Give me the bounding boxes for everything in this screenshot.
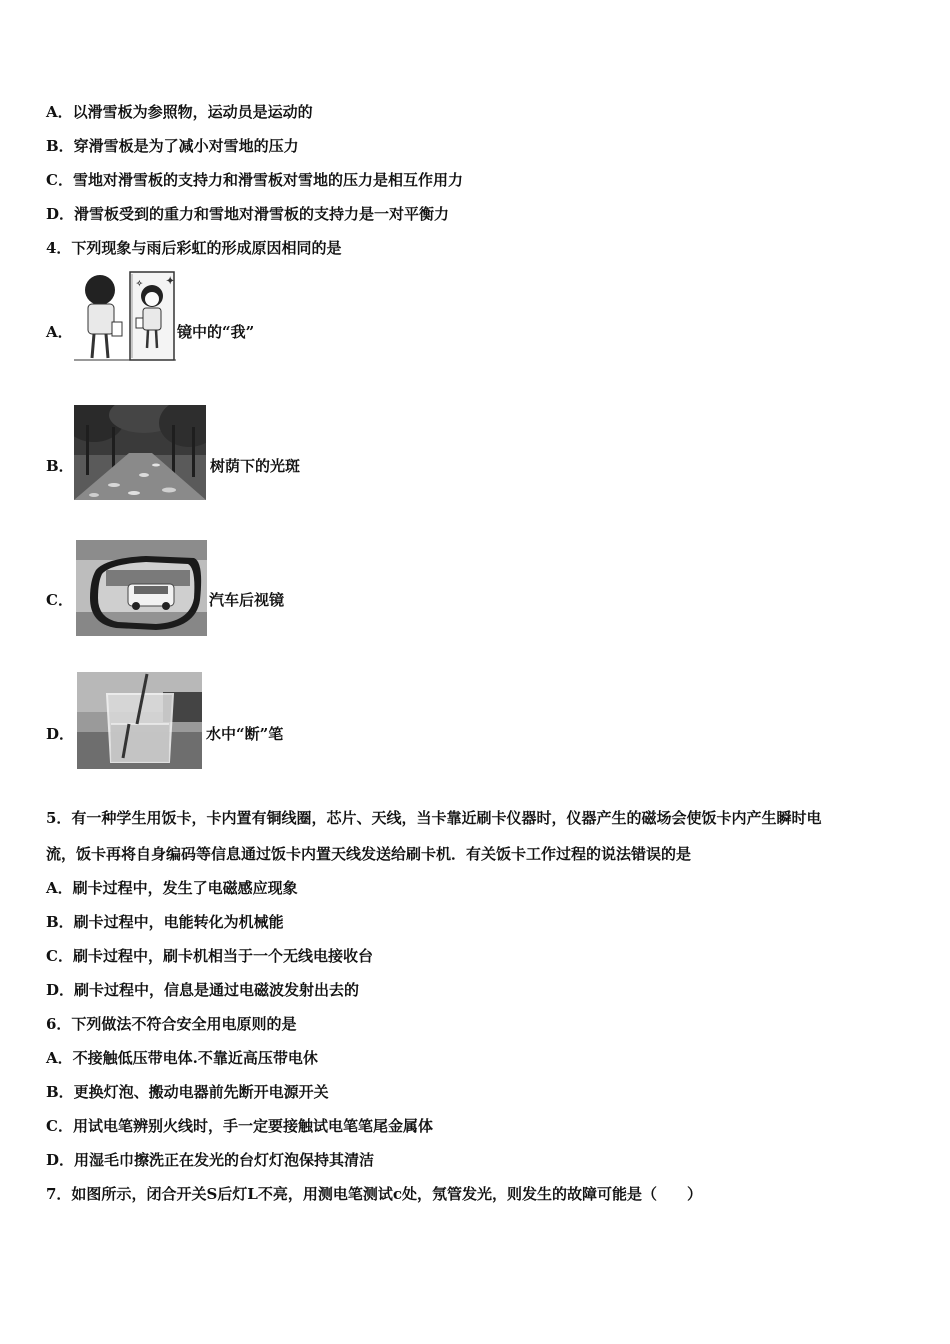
- q4-option-b-letter: B．: [46, 457, 74, 475]
- q4-option-d-caption: 水中“断”笔: [206, 725, 284, 743]
- q5-option-d: D．刷卡过程中，信息是通过电磁波发射出去的: [46, 981, 360, 999]
- q3-option-d: D．滑雪板受到的重力和雪地对滑雪板的支持力是一对平衡力: [46, 205, 450, 223]
- q4-option-a-image: [74, 268, 176, 366]
- q4-option-c-image: [76, 540, 207, 636]
- q4-option-b-image: [74, 405, 206, 500]
- q4-option-a-letter: A．: [46, 323, 73, 341]
- q4-option-d-image: [77, 672, 202, 769]
- q4-option-c-caption: 汽车后视镜: [209, 591, 285, 609]
- q4-stem: 4．下列现象与雨后彩虹的形成原因相同的是: [46, 239, 342, 257]
- svg-text:✦: ✦: [166, 276, 175, 287]
- q6-option-b: B．更换灯泡、搬动电器前先断开电源开关: [46, 1083, 329, 1101]
- q5-option-c: C．刷卡过程中，刷卡机相当于一个无线电接收台: [46, 947, 373, 965]
- q5-stem-line2: 流，饭卡再将自身编码等信息通过饭卡内置天线发送给刷卡机．有关饭卡工作过程的说法错误的是: [46, 845, 692, 863]
- q6-option-a: A．不接触低压带电体.不靠近高压带电休: [46, 1049, 318, 1067]
- q6-option-d: D．用湿毛巾擦洗正在发光的台灯灯泡保持其清洁: [46, 1151, 375, 1169]
- q5-stem-line1: 5．有一种学生用饭卡，卡内置有铜线圈，芯片、天线，当卡靠近刷卡仪器时，仪器产生的磁场会使饭卡内产生瞬时电: [46, 809, 822, 827]
- q5-option-b: B．刷卡过程中，电能转化为机械能: [46, 913, 284, 931]
- q6-stem: 6．下列做法不符合安全用电原则的是: [46, 1015, 297, 1033]
- q4-option-b-caption: 树荫下的光斑: [210, 457, 301, 475]
- q4-option-a-caption: 镜中的“我”: [177, 323, 255, 341]
- q3-option-c: C．雪地对滑雪板的支持力和滑雪板对雪地的压力是相互作用力: [46, 171, 463, 189]
- q6-option-c: C．用试电笔辨别火线时，手一定要接触试电笔笔尾金属体: [46, 1117, 433, 1135]
- q5-option-a: A．刷卡过程中，发生了电磁感应现象: [46, 879, 298, 897]
- q4-option-d-letter: D．: [46, 725, 75, 743]
- q3-option-a: A．以滑雪板为参照物，运动员是运动的: [46, 103, 313, 121]
- q3-option-b: B．穿滑雪板是为了减小对雪地的压力: [46, 137, 299, 155]
- q7-stem: 7．如图所示，闭合开关S后灯L不亮，用测电笔测试c处，氖管发光，则发生的故障可能是（ ）: [46, 1185, 702, 1203]
- q4-option-c-letter: C．: [46, 591, 73, 609]
- svg-text:✧: ✧: [136, 278, 143, 288]
